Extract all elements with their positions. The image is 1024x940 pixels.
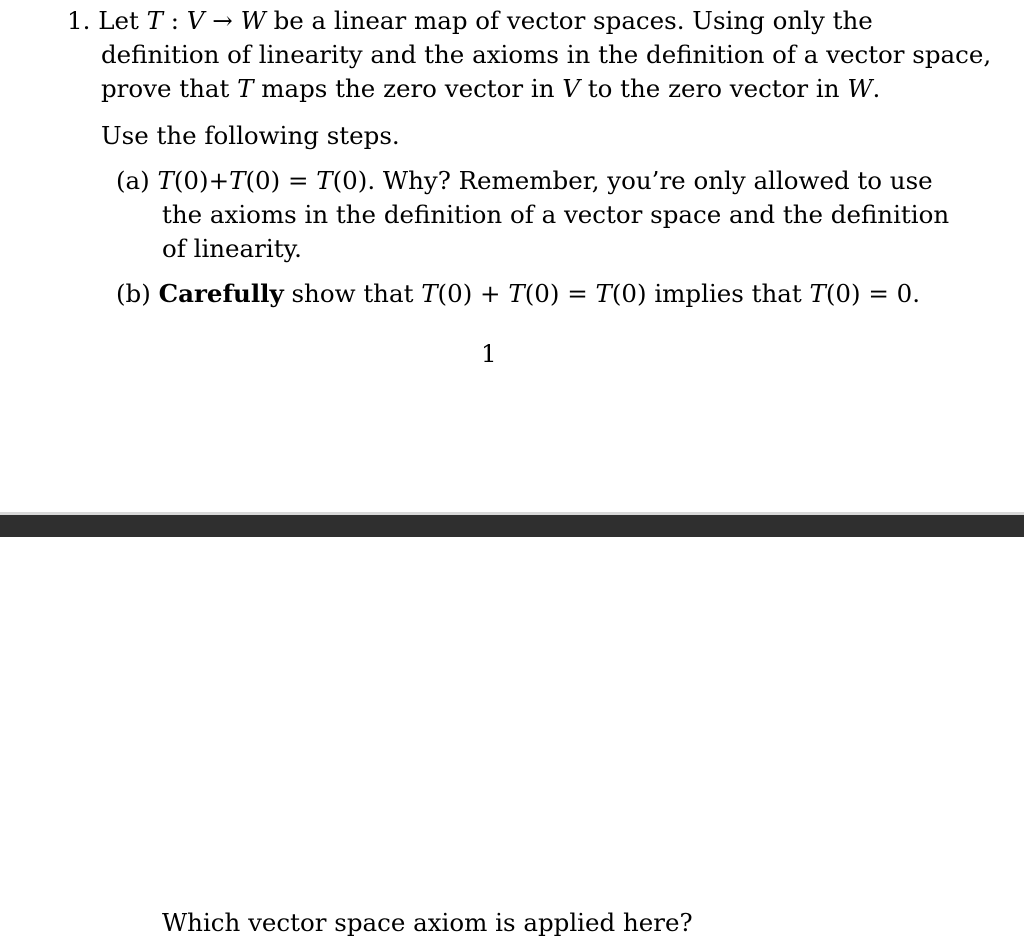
var-V: V: [186, 6, 205, 35]
var-W: W: [847, 74, 873, 103]
step-b-expr-1: (0) +: [437, 279, 509, 308]
step-a-line-3: of linearity.: [162, 234, 302, 263]
step-a-expr-3: (0). Why? Remember, you’re only allowed to use: [332, 166, 933, 195]
var-T: T: [508, 279, 525, 308]
step-b-expr-2: (0) =: [524, 279, 596, 308]
bottom-question: Which vector space axiom is applied here?: [162, 908, 693, 937]
problem-line-1: [67, 4, 873, 38]
var-T: T: [316, 166, 333, 195]
step-a-expr-1: (0)+: [173, 166, 230, 195]
problem-line-3-text-a: prove that: [101, 74, 238, 103]
var-T: T: [421, 279, 438, 308]
var-T: T: [229, 166, 246, 195]
arrow: →: [204, 6, 241, 35]
var-W: W: [240, 6, 266, 35]
step-b-expr-3: (0) implies that: [611, 279, 810, 308]
problem-line-3-text-c: to the zero vector in: [580, 74, 848, 103]
step-a-expr-2: (0) =: [245, 166, 317, 195]
period: .: [872, 74, 881, 103]
step-a-label: (a): [116, 166, 150, 195]
problem-line-1-text-a: Let: [98, 6, 147, 35]
document-page-bottom: [0, 537, 1024, 939]
step-b-text-1: show that: [283, 279, 422, 308]
colon: :: [162, 6, 187, 35]
step-a-line-1: [116, 164, 933, 198]
problem-line-3-text-b: maps the zero vector in: [253, 74, 563, 103]
problem-line-2: definition of linearity and the axioms in the definition of a vector space,: [101, 40, 992, 69]
step-b-label: (b): [116, 279, 151, 308]
var-T: T: [146, 6, 163, 35]
var-T: T: [809, 279, 826, 308]
var-T: T: [157, 166, 174, 195]
step-b-line: [116, 277, 920, 311]
problem-line-3: [101, 72, 880, 106]
var-T: T: [237, 74, 254, 103]
step-a-line-2: the axioms in the definition of a vector space and the definition: [162, 200, 950, 229]
problem-number: 1.: [67, 6, 91, 35]
problem-line-1-text-b: be a linear map of vector spaces. Using only the: [265, 6, 873, 35]
page-number: 1: [481, 339, 497, 368]
steps-intro: Use the following steps.: [101, 121, 400, 150]
var-V: V: [562, 74, 580, 103]
step-b-expr-4: (0) = 0.: [825, 279, 921, 308]
step-b-bold-word: Carefully: [158, 279, 284, 308]
viewer-toolbar-bar[interactable]: [0, 515, 1024, 537]
var-T: T: [595, 279, 612, 308]
